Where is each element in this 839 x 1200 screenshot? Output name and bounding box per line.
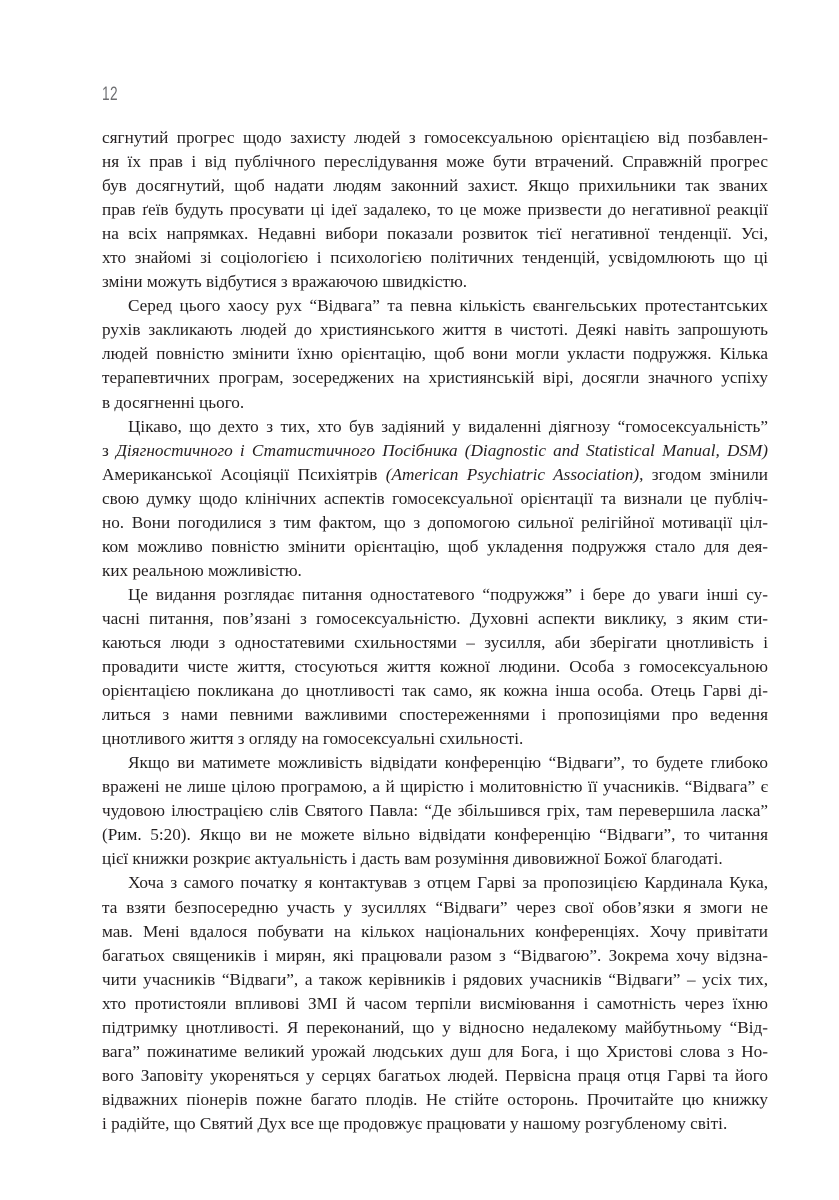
text-line: свою думку щодо клінічних аспектів гомосексуальної орієнтації та визнали це публіч- <box>102 488 768 508</box>
paragraph <box>102 751 768 871</box>
text-line: хто знайомі зі соціологією і психологією політичних тенденцій, усвідомлюють що ці <box>102 248 768 268</box>
paragraph <box>102 126 768 294</box>
text-line: хто протистояли впливові ЗМІ й часом терпіли висміювання і самотність через їхню <box>102 993 768 1013</box>
text-line: з Діягностичного і Статистичного Посібника (Diagnostic and Statistical Manual, DSM) <box>102 440 768 460</box>
text-line: чудовою ілюстрацією слів Святого Павла: “Де збільшився гріх, там перевершила ласка” <box>102 801 768 821</box>
paragraph <box>102 871 768 1136</box>
text-line: Цікаво, що дехто з тих, хто був задіяний у видаленні діягнозу “гомосексуальність” <box>128 416 768 436</box>
text-line: провадити чисте життя, стосуються життя кожної людини. Особа з гомосексуальною <box>102 657 768 677</box>
text-line: вражені не лише цілою програмою, а й щирістю і молитовністю її учасників. “Відвага” є <box>102 777 768 797</box>
paragraph <box>102 415 768 583</box>
text-line: но. Вони погодилися з тим фактом, що з допомогою сильної релігійної мотивації ціл- <box>102 512 768 532</box>
text-line: на всіх напрямках. Недавні вибори показали розвиток тієї негативної тенденції. Усі, <box>102 224 768 244</box>
text-line: орієнтацією покликана до цнотливості так само, як кожна інша особа. Отець Гарві ді- <box>102 681 768 701</box>
text-line: Хоча з самого початку я контактував з отцем Гарві за пропозицією Кардинала Кука, <box>128 873 768 893</box>
paragraph <box>102 294 768 414</box>
text-line: (Рим. 5:20). Якщо ви не можете вільно відвідати конференцію “Відваги”, то читання <box>102 825 768 845</box>
text-line: литься з нами певними важливими спостереженнями і пропозиціями про ведення <box>102 705 768 725</box>
text-line: ком можливо повністю змінити орієнтацію, щоб укладення подружжя стало для дея- <box>102 536 768 556</box>
text-line: прав ґеїв будуть просувати ці ідеї задалеко, то це може призвести до негативної реакції <box>102 200 768 220</box>
text-line: багатьох священиків і мирян, які працювали разом з “Відвагою”. Зокрема хочу відзна- <box>102 945 768 965</box>
text-line: ких реальною можливістю. <box>102 560 302 580</box>
italic-title: Діягностичного і Статистичного Посібника (Diagnostic and Statistical Manual, DSM) <box>115 440 768 460</box>
text-line: мав. Мені вдалося побувати на кількох національних конференціях. Хочу привітати <box>102 921 768 941</box>
text-line: Якщо ви матимете можливість відвідати конференцію “Відваги”, то будете глибоко <box>128 753 768 773</box>
text-line: ня їх прав і від публічного переслідування може бути втрачений. Справжній прогрес <box>102 152 768 172</box>
body-text <box>102 126 768 1136</box>
italic-title: (American Psychiatric Association) <box>385 464 640 484</box>
text-line: та взяти безпосередню участь у зусиллях “Відваги” через свої обов’язки я змоги не <box>102 897 768 917</box>
text-line: вого Заповіту укореняться у серцях багатьох людей. Первісна праця отця Гарві та його <box>102 1065 768 1085</box>
text-line: каються люди з одностатевими схильностями – зусилля, аби зберігати цнотливість і <box>102 632 768 652</box>
text-line: Американської Асоціяції Психіятрів (American Psychiatric Association), згодом змінили <box>102 464 768 484</box>
text-line: зміни можуть відбутися з вражаючою швидкістю. <box>102 272 468 292</box>
text-line: рухів закликають людей до християнського життя в чистоті. Деякі навіть запрошують <box>102 320 768 340</box>
text-line: в досягненні цього. <box>102 392 245 412</box>
paragraph <box>102 583 768 751</box>
text-line: і радійте, що Святий Дух все ще продовжує працювати у нашому розгубленому світі. <box>102 1113 728 1133</box>
text-line: підтримку цнотливості. Я переконаний, що у відносно недалекому майбутньому “Від- <box>102 1017 768 1037</box>
page-number: 12 <box>102 84 118 105</box>
text-line: цієї книжки розкриє актуальність і дасть вам розуміння дивовижної Божої благодаті. <box>102 849 723 869</box>
text-line: Це видання розглядає питання одностатевого “подружжя” і бере до уваги інші су- <box>128 584 768 604</box>
text-line: Серед цього хаосу рух “Відвага” та певна кількість євангельських протестантських <box>128 296 768 316</box>
text-line: був досягнутий, щоб надати людям законний захист. Якщо прихильники так званих <box>102 176 768 196</box>
text-line: чити учасників “Відваги”, а також керівників і рядових учасників “Відваги” – усіх тих, <box>102 969 768 989</box>
text-line: сягнутий прогрес щодо захисту людей з гомосексуальною орієнтацією від позбавлен- <box>102 128 768 147</box>
text-line: відважних піонерів пожне багато плодів. Не стійте осторонь. Прочитайте цю книжку <box>102 1089 768 1109</box>
text-line: людей повністю змінити їхню орієнтацію, щоб вони могли укласти подружжя. Кілька <box>102 344 768 364</box>
text-line: цнотливого життя з огляду на гомосексуальні схильності. <box>102 729 524 749</box>
text-line: терапевтичних програм, зосереджених на християнській вірі, досягли значного успіху <box>102 368 768 388</box>
text-line: часні питання, пов’язані з гомосексуальністю. Духовні аспекти виклику, з яким сти- <box>102 608 768 628</box>
text-line: вага” пожинатиме великий урожай людських душ для Бога, і що Христові слова з Но- <box>102 1041 768 1061</box>
